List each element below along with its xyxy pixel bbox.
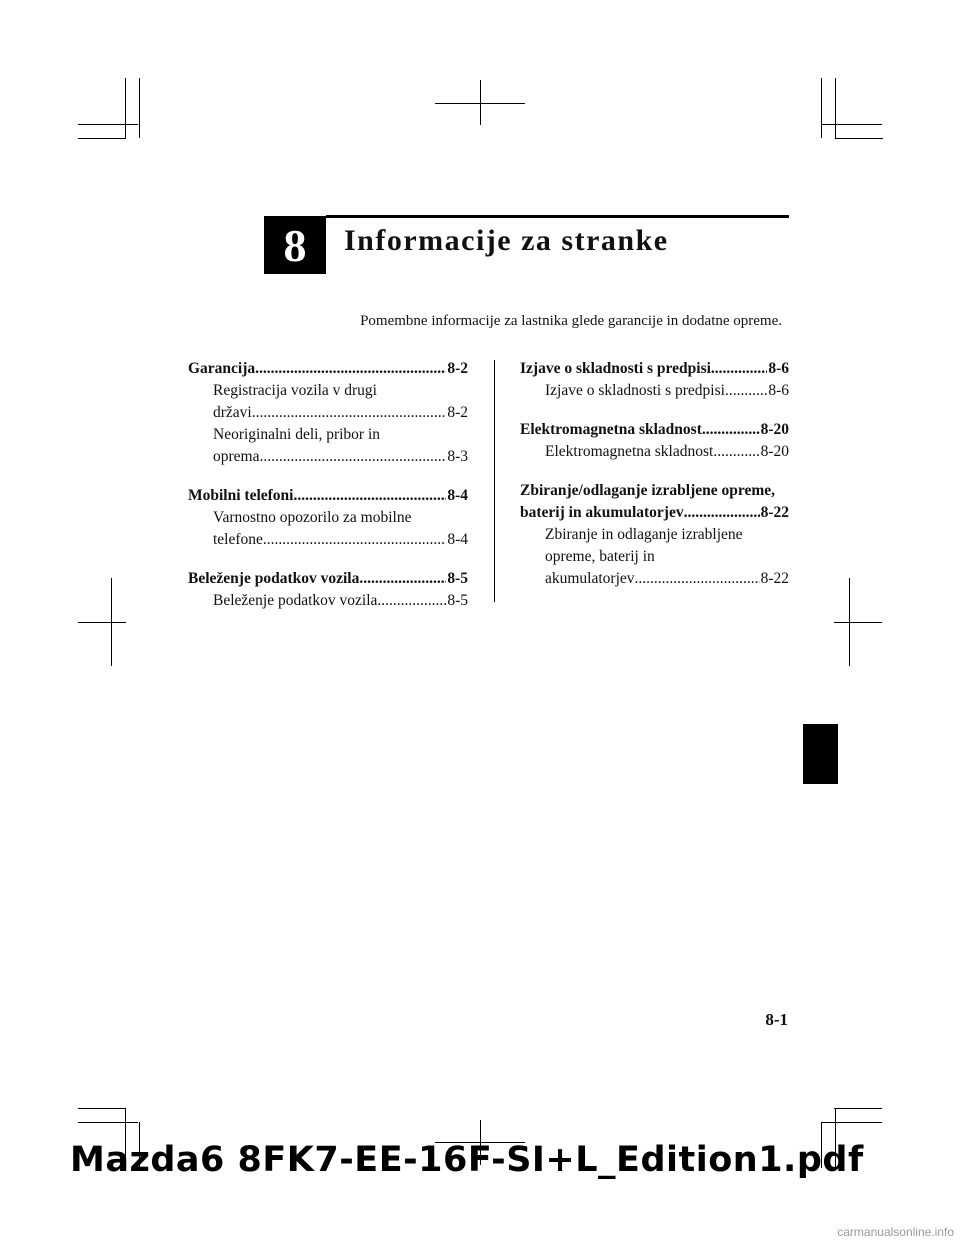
crop-mark [78,138,126,139]
toc-sub-text: Varnostno opozorilo za mobilne [213,509,412,526]
toc-entry [188,568,468,612]
toc-page-ref: 8-2 [447,404,468,421]
toc-page-ref: 8-2 [447,360,468,377]
crop-mark [822,1122,882,1123]
toc-line-text: državi [213,404,252,421]
crop-mark [834,622,882,623]
dot-leader [702,419,760,441]
watermark: carmanualsonline.info [837,1225,954,1239]
dot-leader [635,568,760,590]
dot-leader [293,485,446,507]
toc-entry [520,419,789,463]
toc-sub-text: Registracija vozila v drugi [213,382,377,399]
dot-leader [359,568,446,590]
chapter-thumb-tab [803,724,838,784]
chapter-title: Informacije za stranke [344,224,669,257]
toc-page-ref: 8-6 [768,360,789,377]
toc-line-text: Elektromagnetna skladnost [545,443,714,460]
crop-mark [78,1108,126,1109]
toc-page-ref: 8-5 [447,592,468,609]
crop-mark [435,103,525,104]
toc-line-text: Beleženje podatkov vozila [213,592,378,609]
toc-line[interactable] [520,380,789,402]
toc-line[interactable] [188,358,468,380]
dot-leader [263,529,446,551]
crop-mark [821,78,822,138]
toc-line[interactable] [188,485,468,507]
toc-page-ref: 8-4 [447,487,468,504]
chapter-intro: Pomembne informacije za lastnika glede garancije in dodatne opreme. [360,313,782,329]
dot-leader [725,380,767,402]
chapter-number-box [264,216,326,274]
toc-line-text: oprema [213,448,260,465]
toc-page-ref: 8-20 [760,443,789,460]
toc-entry [520,480,789,590]
toc-page-ref: 8-3 [447,448,468,465]
crop-mark [78,124,138,125]
toc-page-ref: 8-20 [760,421,789,438]
toc-sub-text: Zbiranje in odlaganje izrabljene [545,526,743,543]
dot-leader [711,358,767,380]
toc-line-text: telefone [213,531,263,548]
page-number: 8-1 [765,1010,788,1029]
toc-line[interactable] [188,568,468,590]
toc-line[interactable] [520,441,789,463]
footer-filename: Mazda6 8FK7-EE-16F-SI+L_Edition1.pdf [70,1140,864,1180]
toc-left-column [188,358,468,629]
crop-mark [834,1108,882,1109]
toc-line-text: akumulatorjev [545,570,635,587]
toc-line-text: Izjave o skladnosti s predpisi [545,382,725,399]
dot-leader [252,402,447,424]
toc-page-ref: 8-22 [760,570,789,587]
crop-mark [125,78,126,138]
toc-line-text: Izjave o skladnosti s predpisi [520,360,711,377]
toc-line-text: Beleženje podatkov vozila [188,570,360,587]
toc-line[interactable] [188,446,468,468]
toc-line[interactable] [188,529,468,551]
toc-entry [520,358,789,402]
crop-mark [78,622,126,623]
crop-mark [835,78,836,138]
toc-line-text: baterij in akumulatorjev [520,504,684,521]
toc-line[interactable] [188,402,468,424]
toc-entry [188,358,468,468]
toc-line[interactable] [520,502,789,524]
dot-leader [259,446,446,468]
chapter-number: 8 [283,219,307,271]
toc-line[interactable] [520,419,789,441]
toc-right-column [520,358,789,607]
dot-leader [713,441,759,463]
dot-leader [377,590,446,612]
toc-entry [188,485,468,551]
toc-sub-text: Neoriginalni deli, pribor in [213,426,381,443]
toc-heading-first-line[interactable]: Zbiranje/odlaganje izrabljene opreme, [520,482,776,499]
crop-mark [78,1122,138,1123]
dot-leader [255,358,446,380]
chapter-rule [326,215,789,218]
toc-sub-text: opreme, baterij in [545,548,655,565]
dot-leader [684,502,760,524]
crop-mark [835,138,883,139]
toc-line[interactable] [188,590,468,612]
toc-line[interactable] [520,358,789,380]
crop-mark [822,124,882,125]
toc-page-ref: 8-4 [447,531,468,548]
toc-line[interactable] [520,568,789,590]
column-divider [494,360,495,602]
toc-line-text: Mobilni telefoni [188,487,294,504]
toc-page-ref: 8-6 [768,382,789,399]
toc-page-ref: 8-22 [760,504,789,521]
toc-page-ref: 8-5 [447,570,468,587]
crop-mark [139,78,140,138]
toc-line-text: Elektromagnetna skladnost [520,421,702,438]
toc-line-text: Garancija [188,360,256,377]
